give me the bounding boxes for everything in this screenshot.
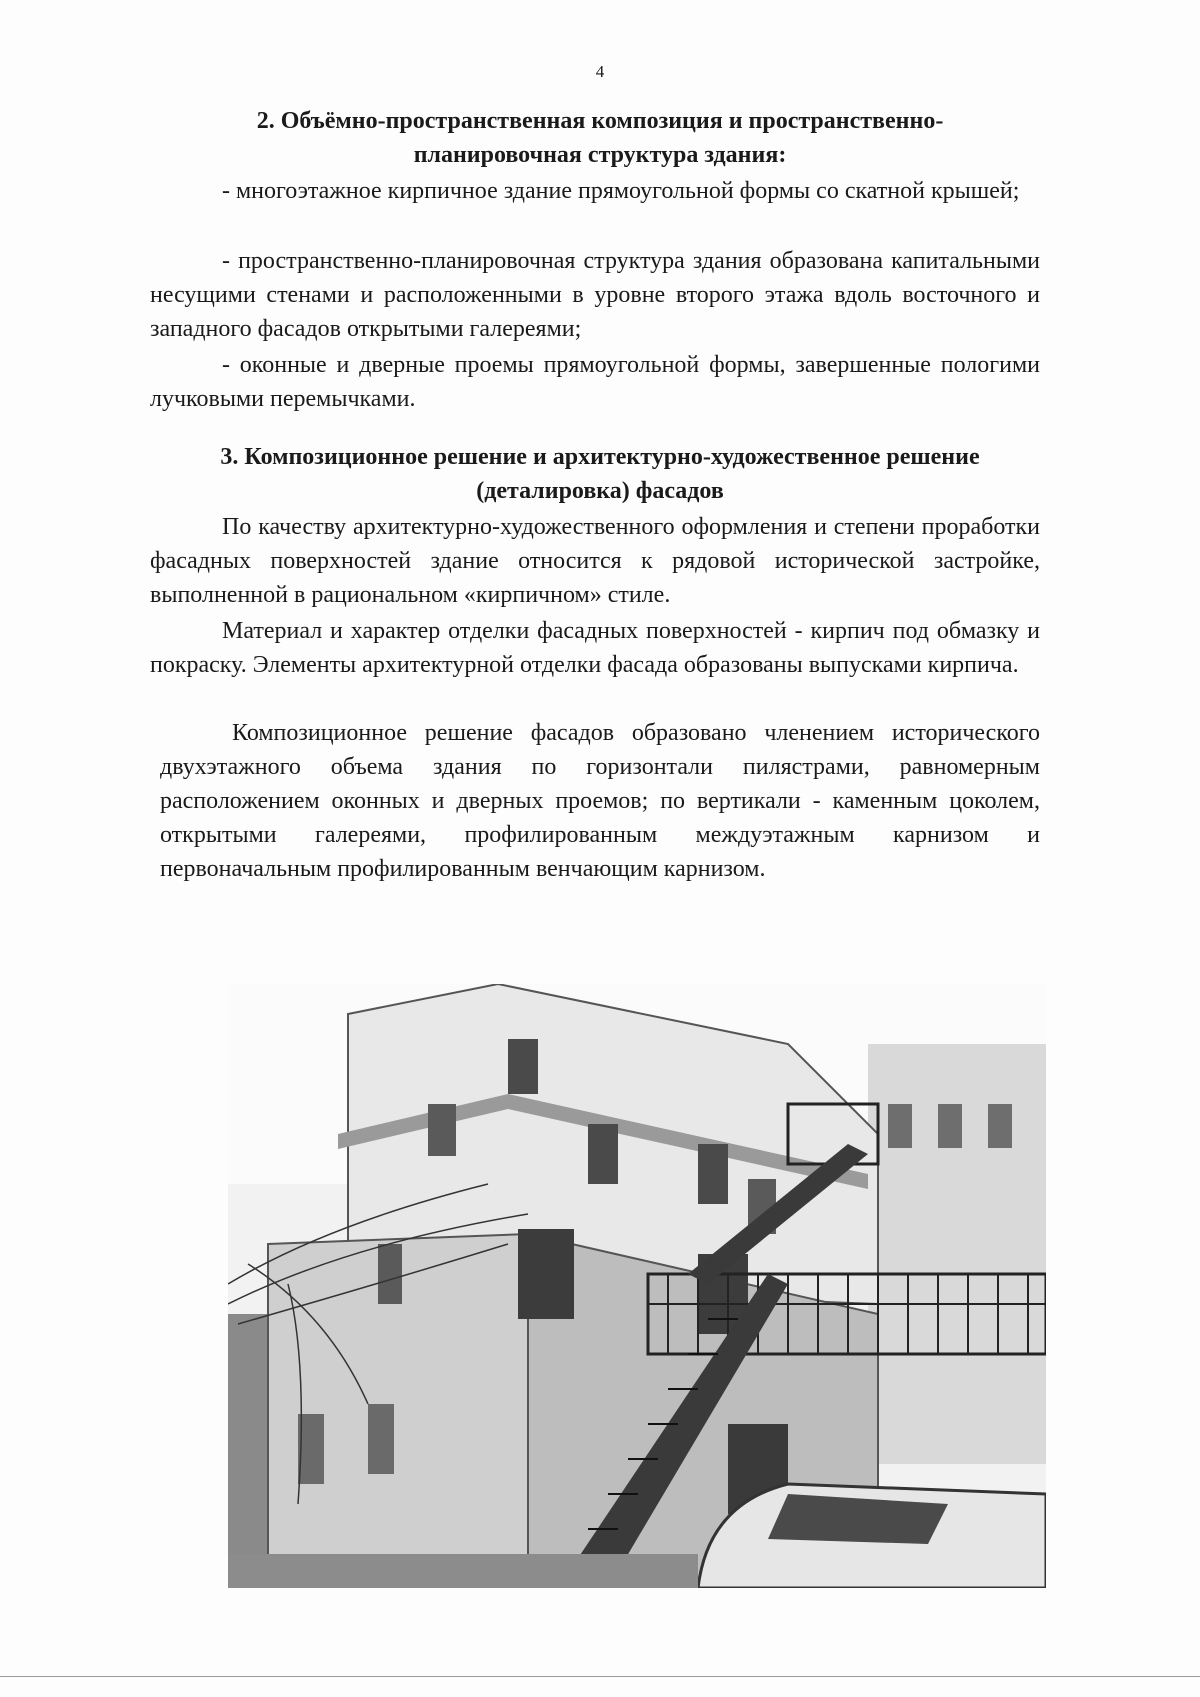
- section3-paragraph-3: Композиционное решение фасадов образовано членением исторического двухэтажного объема здания по горизонтали пилястрами, равномерным расположением оконных и дверных проемов; по вертикали - каменным цоколем, открытыми галереями, профилированным междуэтажным карнизом и первоначальным профилированным венчающим карнизом.: [160, 720, 1040, 882]
- section3-heading-line1: 3. Композиционное решение и архитектурно-художественное решение: [220, 444, 980, 470]
- section3-paragraph-1: По качеству архитектурно-художественного оформления и степени проработки фасадных поверхностей здание относится к рядовой исторической застройке, выполненной в рациональном «кирпичном» стиле.: [150, 514, 1040, 608]
- section2-item-1: - многоэтажное кирпичное здание прямоугольной формы со скатной крышей;: [222, 178, 1020, 204]
- page-bottom-edge: [0, 1676, 1200, 1677]
- building-illustration: [228, 984, 1046, 1588]
- section2-heading-line2: планировочная структура здания:: [413, 142, 787, 168]
- section2-item-2: - пространственно-планировочная структура здания образована капитальными несущими стенами и расположенными в уровне второго этажа вдоль восточного и западного фасадов открытыми галереями;: [150, 248, 1040, 342]
- section2-heading-line1: 2. Объёмно-пространственная композиция и пространственно-: [256, 108, 944, 134]
- section2-item-3: - оконные и дверные проемы прямоугольной формы, завершенные пологими лучковыми перемычками.: [150, 352, 1040, 412]
- section3-paragraph-2: Материал и характер отделки фасадных поверхностей - кирпич под обмазку и покраску. Элементы архитектурной отделки фасада образованы выпусками кирпича.: [150, 618, 1040, 678]
- section3-heading-line2: (деталировка) фасадов: [476, 478, 724, 504]
- building-facade-photo: [228, 984, 1046, 1588]
- page-number: 4: [595, 62, 605, 81]
